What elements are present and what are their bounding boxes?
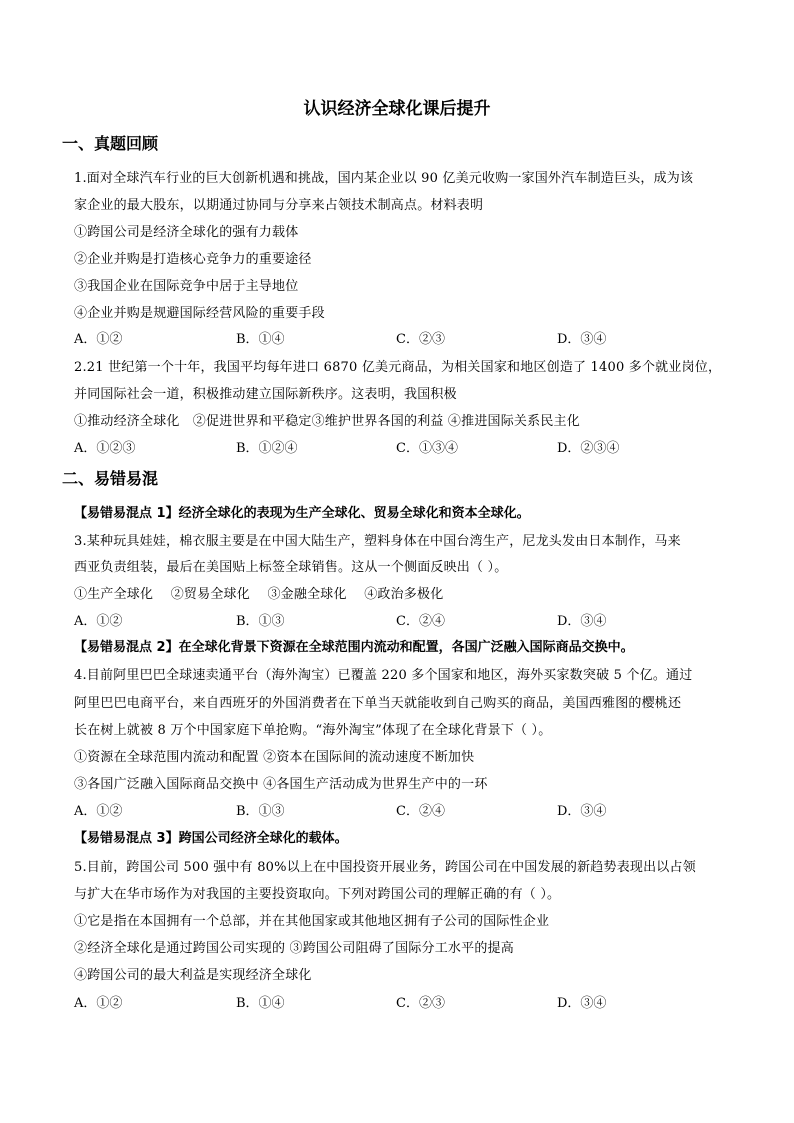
tip-1: 【易错易混点 1】经济全球化的表现为生产全球化、贸易全球化和资本全球化。 xyxy=(74,506,530,521)
q1-item-1: ①跨国公司是经济全球化的强有力载体 xyxy=(74,225,299,240)
q5-options xyxy=(74,995,754,1013)
q2-items: ①推动经济全球化 ②促进世界和平稳定③维护世界各国的利益 ④推进国际关系民主化 xyxy=(74,414,580,429)
q4-options xyxy=(74,803,754,821)
q3-items: ①生产全球化 ②贸易全球化 ③金融全球化 ④政治多极化 xyxy=(74,587,444,602)
q5-option-a[interactable]: A．①② xyxy=(74,996,123,1011)
q1-option-a[interactable]: A．①② xyxy=(74,332,123,347)
q4-item-row-1: ①资源在全球范围内流动和配置 ②资本在国际间的流动速度不断加快 xyxy=(74,750,475,765)
q3-stem-line-1: 3.某种玩具娃娃，棉衣服主要是在中国大陆生产，塑料身体在中国台湾生产，尼龙头发由日本制作，马来 xyxy=(74,534,681,549)
q5-item-1: ①它是指在本国拥有一个总部，并在其他国家或其他地区拥有子公司的国际性企业 xyxy=(74,914,550,929)
q2-option-a[interactable]: A．①②③ xyxy=(74,441,136,456)
q1-item-4: ④企业并购是规避国际经营风险的重要手段 xyxy=(74,306,325,321)
q2-options xyxy=(74,440,754,458)
q4-option-d[interactable]: D．③④ xyxy=(557,804,607,819)
q3-option-d[interactable]: D．③④ xyxy=(557,614,607,629)
q5-item-4: ④跨国公司的最大利益是实现经济全球化 xyxy=(74,968,312,983)
q5-stem-line-2: 与扩大在华市场作为对我国的主要投资取向。下列对跨国公司的理解正确的有（ ）。 xyxy=(74,887,561,902)
section-heading-review: 一、真题回顾 xyxy=(62,134,159,153)
q5-option-b[interactable]: B．①④ xyxy=(236,996,285,1011)
q2-option-c[interactable]: C．①③④ xyxy=(396,441,458,456)
q2-stem-line-1: 2.21 世纪第一个十年，我国平均每年进口 6870 亿美元商品，为相关国家和地区创造了 1400 多个就业岗位， xyxy=(74,360,722,375)
q1-item-3: ③我国企业在国际竞争中居于主导地位 xyxy=(74,279,299,294)
q2-stem-line-2: 并同国际社会一道，积极推动建立国际新秩序。这表明，我国积极 xyxy=(74,387,457,402)
q2-option-b[interactable]: B．①②④ xyxy=(236,441,298,456)
q1-option-d[interactable]: D．③④ xyxy=(557,332,607,347)
q4-option-a[interactable]: A．①② xyxy=(74,804,123,819)
q1-stem-line-1: 1.面对全球汽车行业的巨大创新机遇和挑战，国内某企业以 90 亿美元收购一家国外汽车制造巨头，成为该 xyxy=(74,171,694,186)
q5-option-d[interactable]: D．③④ xyxy=(557,996,607,1011)
q4-stem-line-2: 阿里巴巴电商平台，来自西班牙的外国消费者在下单当天就能收到自己购买的商品，美国西雅图的樱桃还 xyxy=(74,696,682,711)
q3-option-a[interactable]: A．①② xyxy=(74,614,123,629)
q3-options xyxy=(74,613,754,631)
q2-option-d[interactable]: D．②③④ xyxy=(557,441,620,456)
q3-option-b[interactable]: B．①③ xyxy=(236,614,285,629)
tip-3: 【易错易混点 3】跨国公司经济全球化的载体。 xyxy=(74,831,348,846)
q5-stem-line-1: 5.目前，跨国公司 500 强中有 80%以上在中国投资开展业务，跨国公司在中国发展的新趋势表现出以占领 xyxy=(74,860,696,875)
page-title: 认识经济全球化课后提升 xyxy=(303,99,491,119)
q4-item-row-2: ③各国广泛融入国际商品交换中 ④各国生产活动成为世界生产中的一环 xyxy=(74,777,488,792)
q4-option-c[interactable]: C．②④ xyxy=(396,804,445,819)
q4-stem-line-3: 长在树上就被 8 万个中国家庭下单抢购。“海外淘宝”体现了在全球化背景下（ ）。 xyxy=(74,723,552,738)
q5-item-2-3: ②经济全球化是通过跨国公司实现的 ③跨国公司阻碍了国际分工水平的提高 xyxy=(74,941,514,956)
section-heading-errors: 二、易错易混 xyxy=(62,469,159,488)
q1-option-c[interactable]: C．②③ xyxy=(396,332,445,347)
q3-stem-line-2: 西亚负责组装，最后在美国贴上标签全球销售。这从一个侧面反映出（ ）。 xyxy=(74,560,508,575)
q1-stem-line-2: 家企业的最大股东，以期通过协同与分享来占领技术制高点。材料表明 xyxy=(74,198,484,213)
q4-stem-line-1: 4.目前阿里巴巴全球速卖通平台（海外淘宝）已覆盖 220 多个国家和地区，海外买家数突破 5 个亿。通过 xyxy=(74,668,693,683)
q1-option-b[interactable]: B．①④ xyxy=(236,332,285,347)
q1-options xyxy=(74,331,754,349)
q1-item-2: ②企业并购是打造核心竞争力的重要途径 xyxy=(74,252,312,267)
q3-option-c[interactable]: C．②④ xyxy=(396,614,445,629)
q5-option-c[interactable]: C．②③ xyxy=(396,996,445,1011)
q4-option-b[interactable]: B．①③ xyxy=(236,804,285,819)
tip-2: 【易错易混点 2】在全球化背景下资源在全球范围内流动和配置，各国广泛融入国际商品交换中。 xyxy=(74,640,634,655)
